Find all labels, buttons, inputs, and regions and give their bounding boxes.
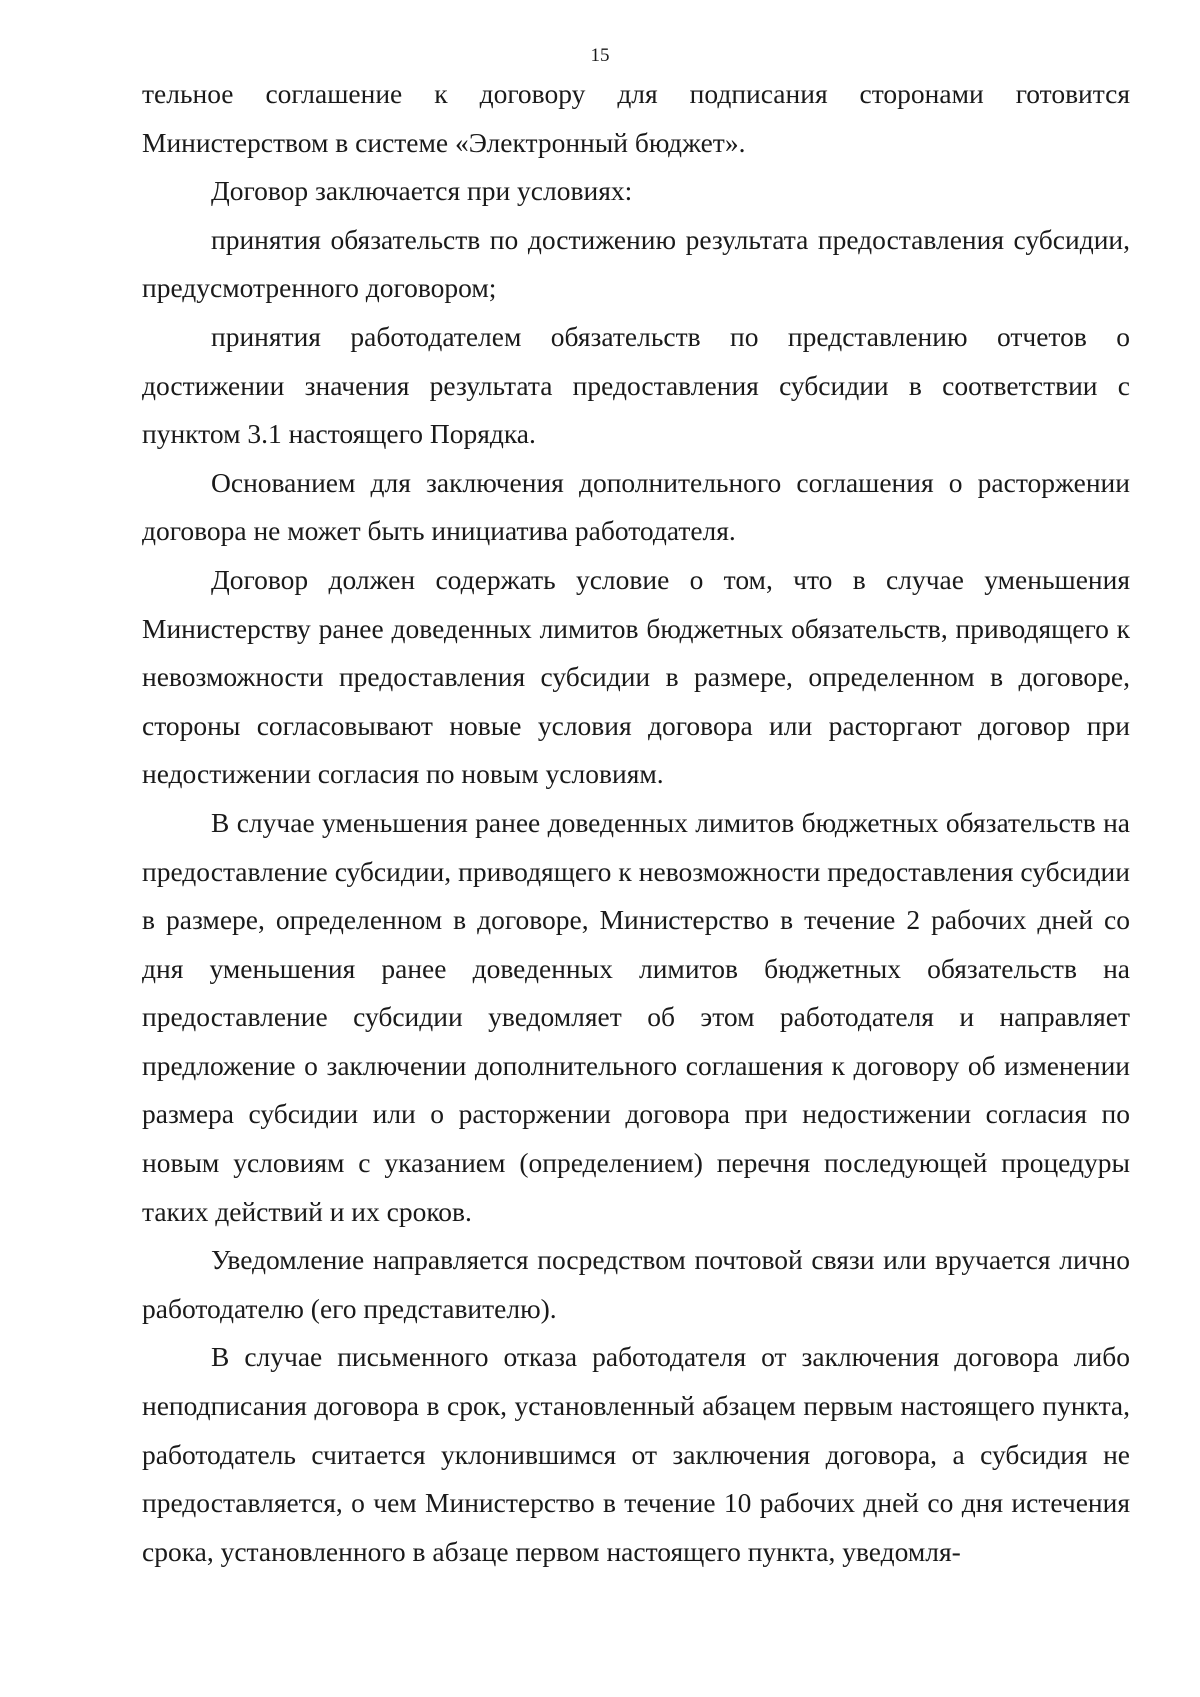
paragraph: В случае письменного отказа работодателя от заключения договора либо неподписания договора в срок, установленный абзацем первым настоящего пункта, работодатель считается уклонившимся от заключения договора, а субсидия не предоставляется, о чем Министерство в течение 10 рабочих дней со дня истечения срока, установленного в абзаце первом настоящего пункта, уведомля- xyxy=(142,1341,1130,1567)
page-number: 15 xyxy=(590,45,610,66)
paragraph: Договор должен содержать условие о том, что в случае уменьшения Министерству ранее доведенных лимитов бюджетных обязательств, приводящего к невозможности предоставления субсидии в размере, определенном в договоре, стороны согласовывают новые условия договора или расторгают договор при недостижении согласия по новым условиям. xyxy=(142,563,1130,790)
paragraph: В случае уменьшения ранее доведенных лимитов бюджетных обязательств на предоставление субсидии, приводящего к невозможности предоставления субсидии в размере, определенном в договоре, Министерство в течение 2 рабочих дней со дня уменьшения ранее доведенных лимитов бюджетных обязательств на предоставление субсидии уведомляет об этом работодателя и направляет предложение о заключении дополнительного соглашения к договору об изменении размера субсидии или о расторжении договора при недостижении согласия по новым условиям с указанием (определением) перечня последующей процедуры таких действий и их сроков. xyxy=(142,806,1130,1227)
document-body xyxy=(142,70,1130,1576)
paragraph: тельное соглашение к договору для подписания сторонами готовится Министерством в системе «Электронный бюджет». xyxy=(142,78,1130,158)
paragraph: Договор заключается при условиях: xyxy=(211,175,633,207)
paragraph: Основанием для заключения дополнительного соглашения о расторжении договора не может быть инициатива работодателя. xyxy=(142,466,1130,547)
paragraph: принятия работодателем обязательств по представлению отчетов о достижении значения результата предоставления субсидии в соответствии с пунктом 3.1 настоящего Порядка. xyxy=(142,320,1130,450)
paragraph: Уведомление направляется посредством почтовой связи или вручается лично работодателю (его представителю). xyxy=(142,1244,1130,1324)
paragraph: принятия обязательств по достижению результата предоставления субсидии, предусмотренного договором; xyxy=(142,223,1130,304)
